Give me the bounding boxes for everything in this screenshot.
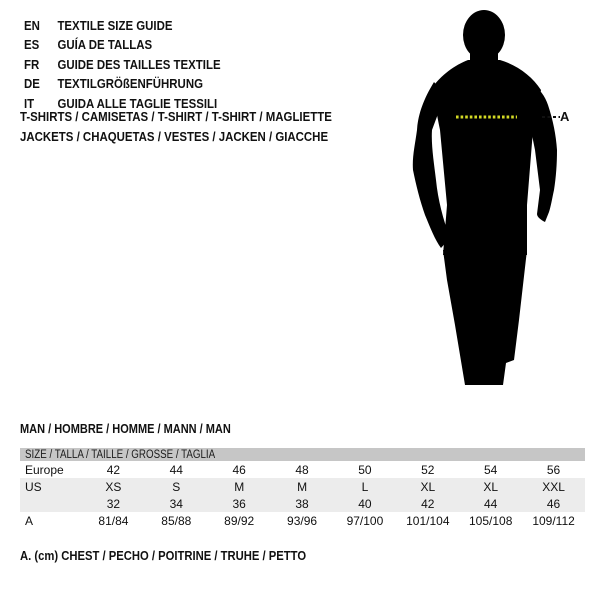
value-cell: M: [234, 479, 245, 494]
value-cell: 32: [106, 496, 121, 511]
value-cell: 85/88: [161, 513, 192, 528]
value-cell: 109/112: [532, 513, 575, 528]
value-cell: 36: [232, 496, 246, 511]
value-cell: 52: [421, 462, 435, 477]
measure-label-a: A: [560, 109, 570, 124]
language-title-block: [24, 16, 221, 113]
value-cell: 81/84: [98, 513, 129, 528]
value-cell: 50: [358, 462, 372, 477]
value-cell: 56: [546, 462, 561, 477]
lang-row-es: [24, 35, 221, 54]
table-row-a-chest: [20, 512, 585, 529]
table-row-uk: [20, 495, 585, 512]
value-cell: XL: [420, 479, 436, 494]
category-line-tshirts: T-SHIRTS / CAMISETAS / T-SHIRT / T-SHIRT / MAGLIETTE: [20, 109, 332, 124]
lang-label-es: GUÍA DE TALLAS: [57, 37, 153, 53]
table-row-us: [20, 478, 585, 495]
category-block: [20, 107, 332, 147]
lang-code-fr: FR: [24, 56, 40, 72]
value-cell: 44: [169, 462, 183, 477]
lang-label-en: TEXTILE SIZE GUIDE: [57, 18, 173, 33]
lang-label-fr: GUIDE DES TAILLES TEXTILE: [57, 56, 221, 72]
value-cell: 97/100: [346, 513, 384, 528]
row-label-us: US: [25, 479, 42, 494]
value-cell: 42: [421, 496, 435, 511]
value-cell: 48: [295, 462, 309, 477]
value-cell: XS: [105, 479, 122, 494]
row-label-a: A: [25, 513, 34, 528]
lang-row-en: [24, 16, 221, 35]
lang-label-de: TEXTILGRÖßENFÜHRUNG: [57, 76, 203, 92]
lang-code-de: DE: [24, 76, 40, 92]
lang-label-it: GUIDA ALLE TAGLIE TESSILI: [57, 95, 218, 111]
lang-row-fr: [24, 55, 221, 74]
value-cell: S: [172, 479, 181, 494]
value-cell: 38: [295, 496, 309, 511]
lang-code-it: IT: [24, 95, 35, 111]
section-title-man: MAN / HOMBRE / HOMME / MANN / MAN: [20, 422, 231, 436]
footnote-chest: A. (cm) CHEST / PECHO / POITRINE / TRUHE / PETTO: [20, 549, 307, 563]
value-cell: XL: [483, 479, 499, 494]
value-cell: 40: [358, 496, 372, 511]
value-cell: 46: [232, 462, 246, 477]
value-cell: 93/96: [287, 513, 318, 528]
value-cell: 101/104: [406, 513, 450, 528]
category-line-jackets: JACKETS / CHAQUETAS / VESTES / JACKEN / GIACCHE: [20, 129, 329, 144]
value-cell: M: [297, 479, 308, 494]
row-label-europe: Europe: [25, 462, 64, 477]
value-cell: 105/108: [468, 513, 513, 528]
lang-code-en: EN: [24, 18, 40, 33]
silhouette-torso: [432, 60, 541, 255]
silhouette-legs: [443, 250, 527, 385]
value-cell: 34: [169, 496, 183, 511]
value-cell: 42: [106, 462, 121, 477]
value-cell: L: [361, 479, 369, 494]
lang-code-es: ES: [24, 37, 40, 53]
lang-row-de: [24, 74, 221, 93]
value-cell: 54: [484, 462, 498, 477]
table-header-bar: [20, 448, 585, 461]
size-table: [20, 448, 585, 529]
table-row-europe: [20, 461, 585, 478]
value-cell: 46: [546, 496, 561, 511]
value-cell: 89/92: [224, 513, 255, 528]
man-silhouette-figure: [405, 5, 575, 390]
silhouette-right-arm: [527, 82, 557, 222]
value-cell: 44: [484, 496, 498, 511]
table-header-label: SIZE / TALLA / TAILLE / GRÖSSE / TAGLIA: [25, 448, 216, 461]
value-cell: XXL: [542, 479, 565, 494]
